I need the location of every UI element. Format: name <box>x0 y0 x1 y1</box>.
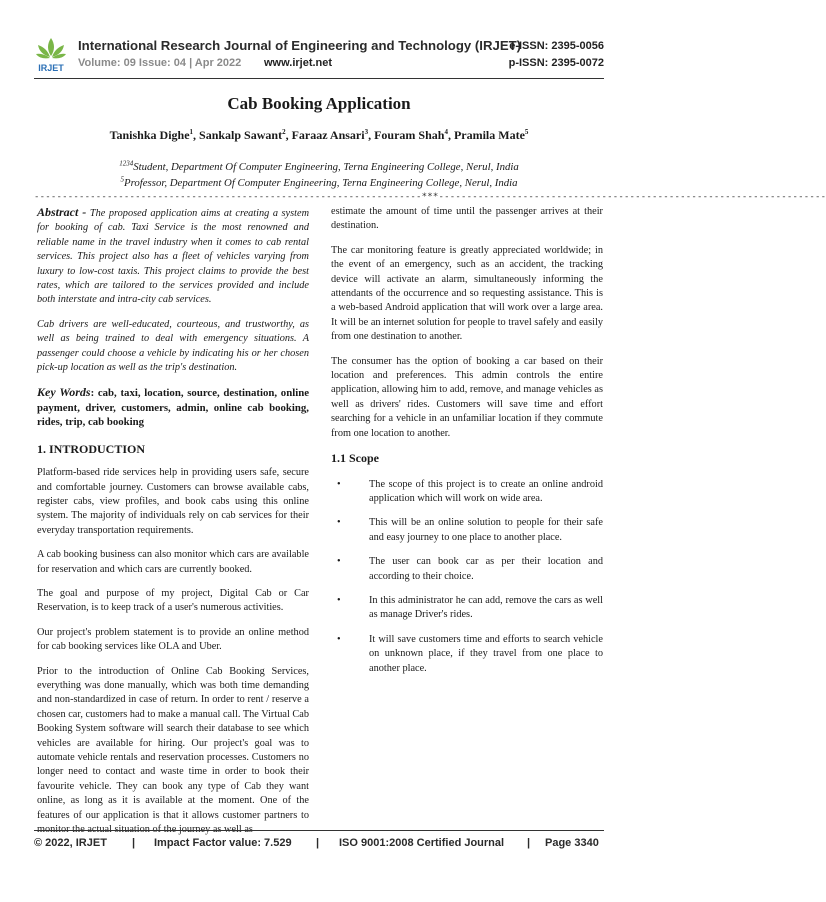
author-separator: , <box>368 128 375 142</box>
page-number: Page 3340 <box>545 837 599 849</box>
journal-header <box>34 36 604 76</box>
author-sup: 1 <box>189 128 194 136</box>
keywords-text: : cab, taxi, location, source, destination, online payment, driver, customers, admin, online cab booking, rides, trip, cab booking <box>37 387 309 429</box>
body-paragraph: Prior to the introduction of Online Cab Booking Services, everything was done manually, which was both time demanding and non-standardized in case of return. In order to rent / reserve a chosen car, customers had to make a manual call. The Virtual Cab Booking System software will search their database to see which vehicles are available for hiring. Our project's goal was to automate vehicle rentals and reservation processes. Customers no longer need to contact and waste time in order to book their favourite vehicle. They can book any type of Cab they want online, as long as it is available at the moment. One of the features of our application is that it allows customer partners to monitor the actual situation of the journey as well as <box>37 665 309 836</box>
affiliation-text: Student, Department Of Computer Engineering, Terna Engineering College, Nerul, India <box>133 161 519 173</box>
section-separator: ---------------------------------------------------------------------***--------------------------------------------------------------------- <box>34 192 826 202</box>
impact-factor: Impact Factor value: 7.529 <box>154 837 292 849</box>
right-column <box>331 205 603 686</box>
footer-separator: | <box>527 837 531 849</box>
list-item <box>331 594 603 623</box>
author-name: Pramila Mate <box>453 128 525 142</box>
body-paragraph: The consumer has the option of booking a car based on their location and preferences. This admin controls the entire application, allowing him to add, remove, and manage vehicles as well as drivers' rides. Customers will save time and effort searching for a vehicle in an unfamiliar location if they commute from one location to another. <box>331 355 603 439</box>
affiliation-professor <box>0 177 638 189</box>
footer-separator: | <box>132 837 136 849</box>
author-list <box>0 128 638 143</box>
e-issn: e-ISSN: 2395-0056 <box>509 40 604 52</box>
bullet-icon: • <box>337 517 341 529</box>
author-separator: , <box>193 128 200 142</box>
list-item <box>331 478 603 507</box>
copyright: © 2022, IRJET <box>34 837 107 849</box>
subsection-heading-scope: 1.1 Scope <box>331 451 379 466</box>
list-item-text: The scope of this project is to create an online android application which will work on wide area. <box>369 478 603 504</box>
irjet-logo-icon <box>34 36 68 74</box>
left-column <box>37 205 309 847</box>
header-divider <box>34 78 604 79</box>
irjet-logo <box>34 36 68 74</box>
journal-website-link[interactable]: www.irjet.net <box>264 57 333 69</box>
scope-list <box>331 478 603 676</box>
body-paragraph: The goal and purpose of my project, Digital Cab or Car Reservation, is to keep track of a user's numerous activities. <box>37 587 309 614</box>
author-name: Tanishka Dighe <box>109 128 190 142</box>
bullet-icon: • <box>337 633 341 645</box>
author-sup: 5 <box>524 128 529 136</box>
list-item <box>331 633 603 676</box>
logo-text: IRJET <box>38 63 64 73</box>
abstract-paragraph <box>37 205 309 308</box>
p-issn: p-ISSN: 2395-0072 <box>508 57 604 69</box>
bullet-icon: • <box>337 478 341 490</box>
author-name: Sankalp Sawant <box>199 128 283 142</box>
affiliation-students <box>0 161 638 173</box>
author-sup: 2 <box>282 128 286 136</box>
body-paragraph: Platform-based ride services help in providing users safe, secure and comfortable journey. Customers can browse available cabs, register cabs, view profiles, and book cabs using this online system. The majority of individuals rely on cab services for their everyday transportation requirements. <box>37 467 309 536</box>
bullet-icon: • <box>337 594 341 606</box>
bullet-icon: • <box>337 556 341 568</box>
author-sup: 4 <box>444 128 448 136</box>
keywords-heading: Key Words <box>37 385 91 400</box>
affiliation-sup: 1234 <box>119 159 134 168</box>
affiliation-text: Professor, Department Of Computer Engineering, Terna Engineering College, Nerul, India <box>123 177 518 189</box>
footer-separator: | <box>316 837 320 849</box>
body-paragraph: A cab booking business can also monitor which cars are available for reservation and which cars are currently booked. <box>37 549 309 575</box>
author-separator: , <box>447 128 454 142</box>
list-item-text: This will be an online solution to people for their safe and easy journey to one place to another place. <box>369 517 603 543</box>
body-paragraph: estimate the amount of time until the passenger arrives at their destination. <box>331 206 603 232</box>
author-name: Fouram Shah <box>374 128 445 142</box>
list-item <box>331 555 603 584</box>
author-name: Faraaz Ansari <box>291 128 365 142</box>
author-sup: 3 <box>364 128 369 136</box>
body-paragraph: Our project's problem statement is to provide an online method for cab booking services like OLA and Uber. <box>37 626 309 653</box>
journal-name: International Research Journal of Engineering and Technology (IRJET) <box>78 38 522 53</box>
abstract-text: The proposed application aims at creating a system for booking of cab. Taxi Service is the most renowned and reliable name in the travel industry when it comes to cab rental services. This project also has a fleet of vehicles varying from luxury to low-cost taxis. This project claims to provide the best rates, which are tailored to the services provided and include both interstate and intra-city cab services. <box>37 208 310 306</box>
paper-title: Cab Booking Application <box>227 94 411 113</box>
abstract-heading: Abstract - <box>37 205 87 219</box>
footer-divider <box>34 830 604 831</box>
section-heading-introduction: 1. INTRODUCTION <box>37 441 146 456</box>
list-item <box>331 516 603 545</box>
list-item-text: In this administrator he can add, remove the cars as well as manage Driver's rides. <box>369 594 603 621</box>
list-item-text: The user can book car as per their location and according to their choice. <box>369 556 603 582</box>
abstract-paragraph-2: Cab drivers are well-educated, courteous, and trustworthy, as well as being trained to deal with emergency situations. A passenger could choose a vehicle by indicating his or her chosen pick-up location as well as the trip's destination. <box>37 318 309 374</box>
volume-issue: Volume: 09 Issue: 04 | Apr 2022 <box>78 57 242 69</box>
affiliation-sup: 5 <box>120 175 124 184</box>
list-item-text: It will save customers time and efforts to search vehicle on unknown place, if they travel from one place to another place. <box>369 633 603 674</box>
author-separator: , <box>285 128 292 142</box>
keywords <box>37 385 309 429</box>
body-paragraph: The car monitoring feature is greatly appreciated worldwide; in the event of an emergency, such as an accident, the tracking device will activate an alarm, simultaneously informing the attendants of the occurrence and so requesting assistance. This is a web-based Android application that will work over a large area. It will be an internet solution for people to travel safely and easily from one destination to another. <box>331 244 603 343</box>
iso-certification: ISO 9001:2008 Certified Journal <box>339 837 505 849</box>
